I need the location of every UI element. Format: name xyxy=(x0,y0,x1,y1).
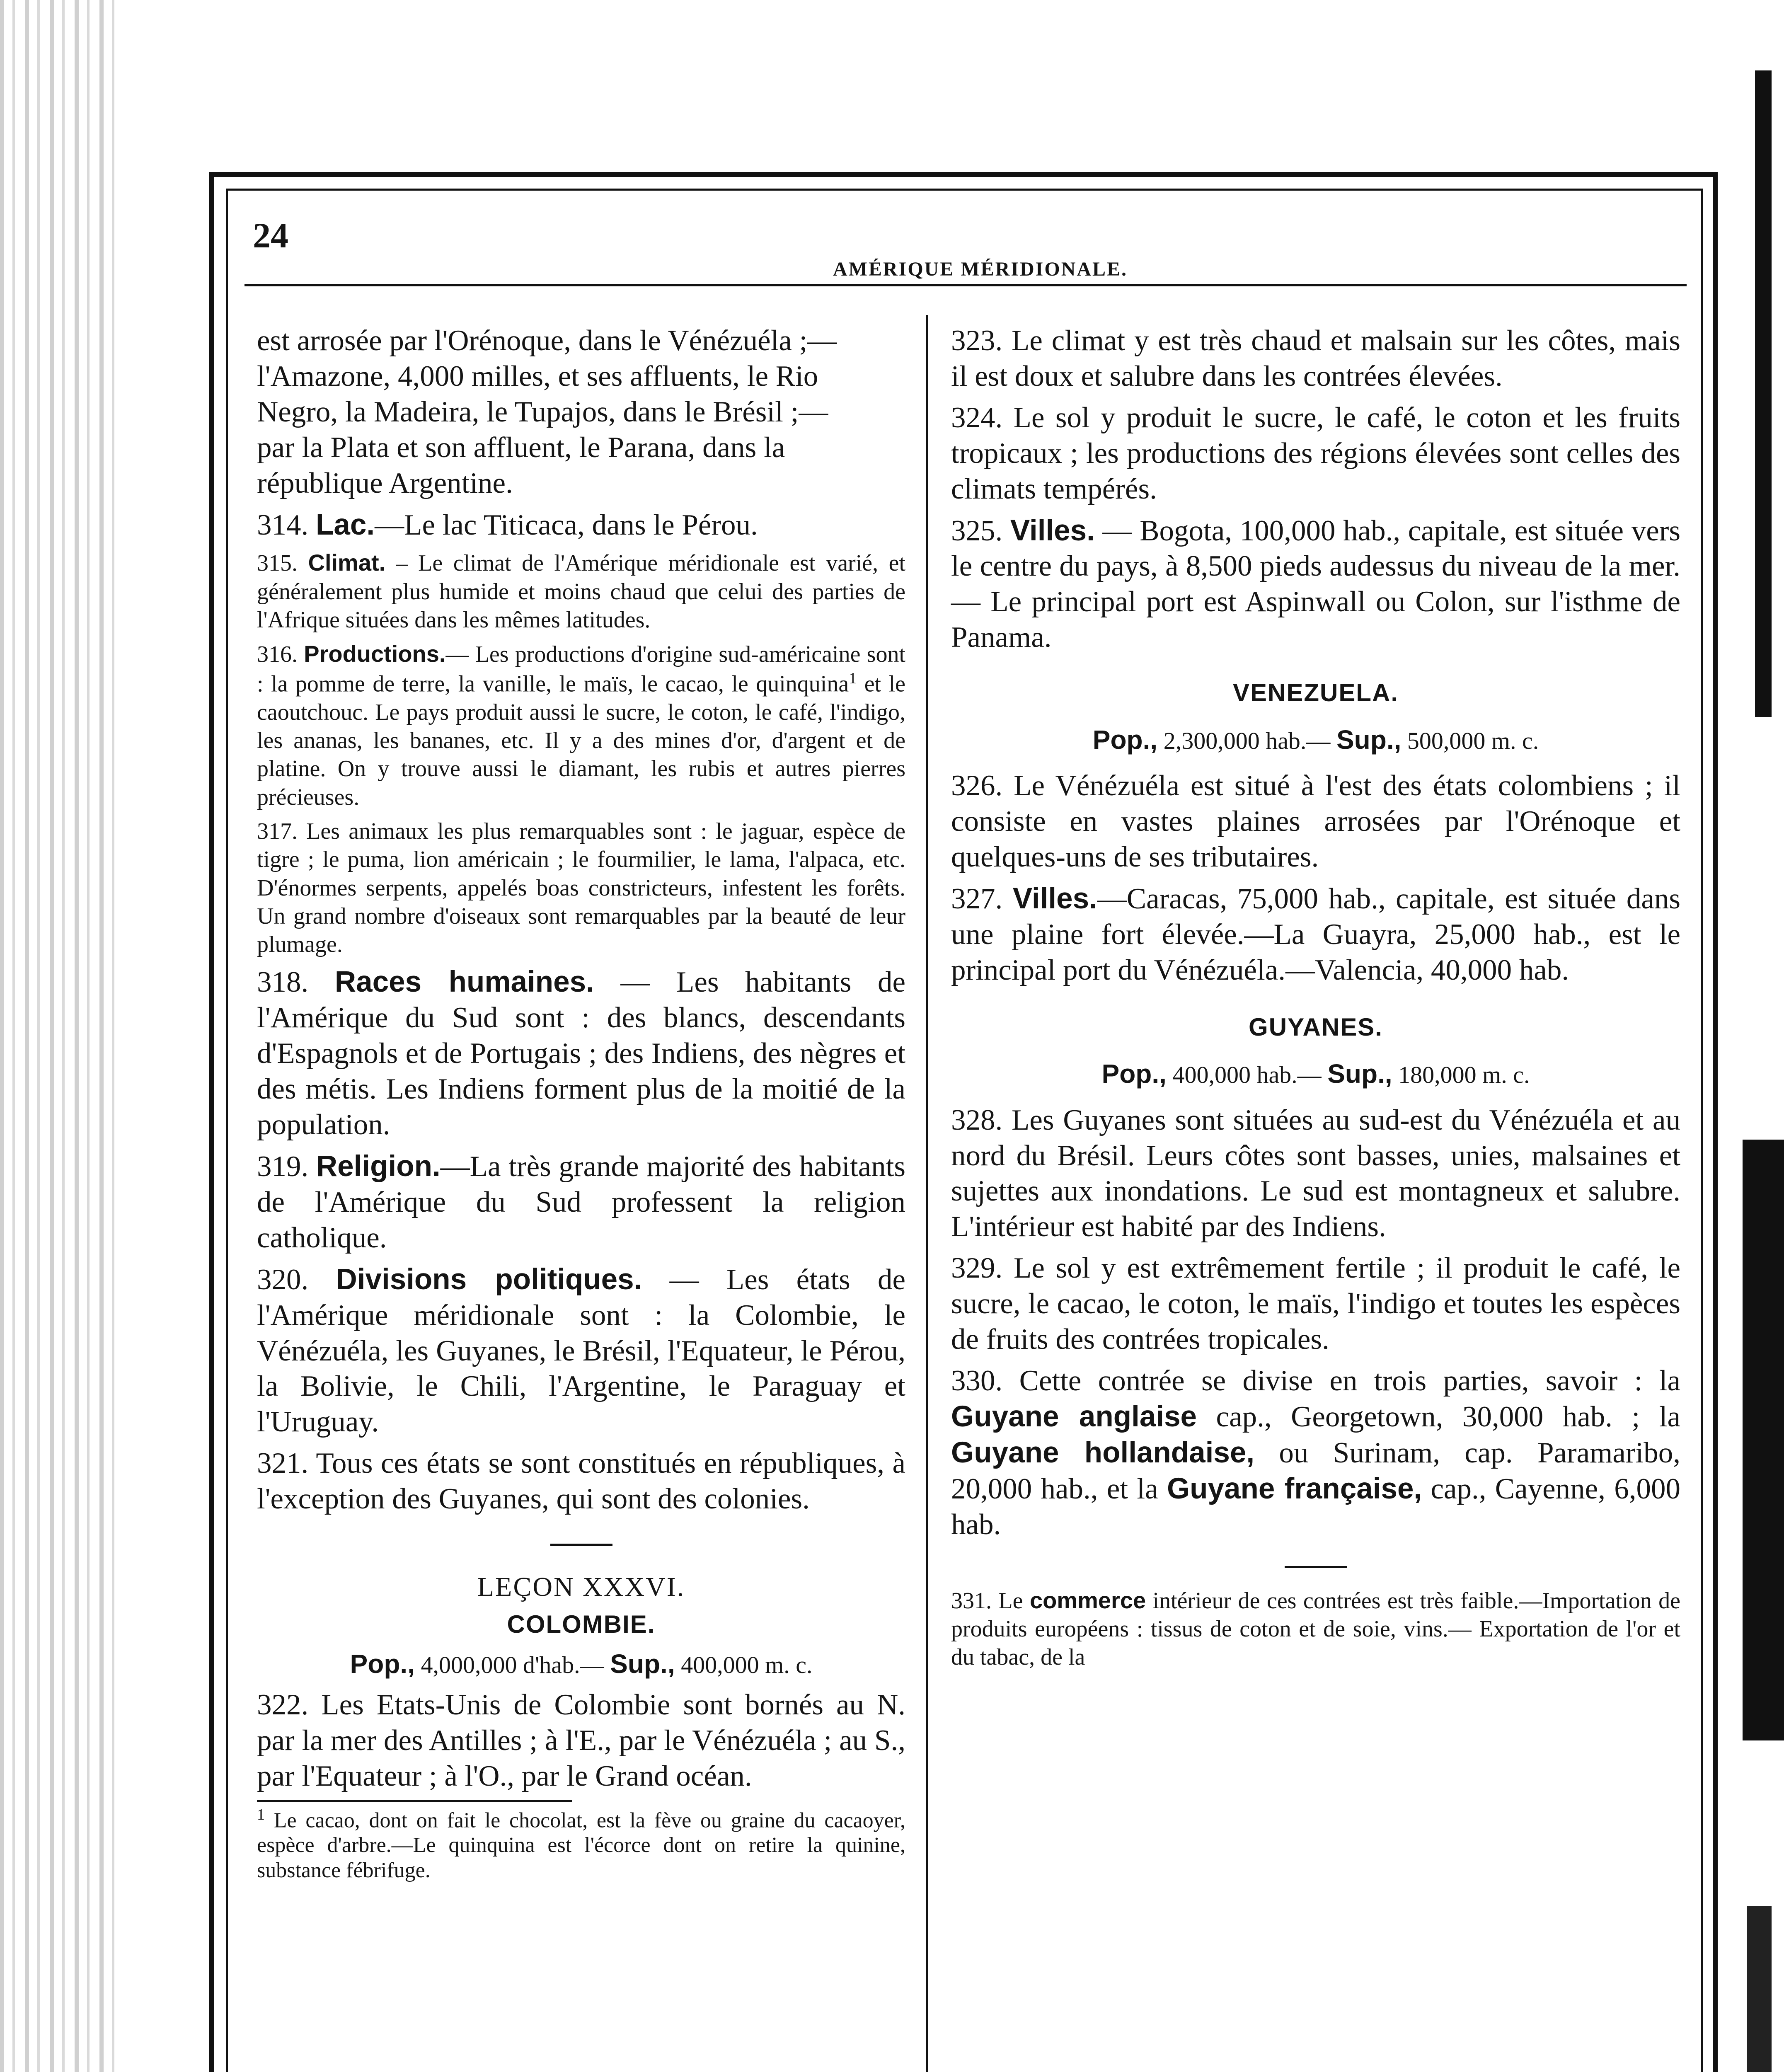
paragraph-331-text-second: intérieur de ces contrées est très faible.—Importation de produits européens : tissus de coton et de soie, vins.— Exportation de l'or et du tabac, de la xyxy=(951,1588,1680,1670)
paragraph-330-intro: Cette contrée se divise en trois parties, savoir : la xyxy=(1002,1365,1680,1397)
paragraph-324-text: Le sol y produit le sucre, le café, le coton et les fruits tropicaux ; les productions des régions élevées sont celles des climats tempérés. xyxy=(951,401,1680,505)
paragraph-321-text: Tous ces états se sont constitués en républiques, à l'exception des Guyanes, qui sont des colonies. xyxy=(257,1447,905,1515)
colombie-surface-value: 400,000 m. c. xyxy=(681,1651,813,1678)
paragraph-325 xyxy=(951,513,1680,656)
footnote-text: Le cacao, dont on fait le chocolat, est la fève ou graine du cacaoyer, espèce d'arbre.—Le quinquina est l'écorce dont on retire la quinine, substance fébrifuge. xyxy=(257,1808,905,1882)
page-header xyxy=(244,207,1687,298)
guyane-anglaise-detail: cap., Georgetown, 30,000 hab. ; la xyxy=(1197,1400,1680,1433)
paragraph-320-text: — Les états de l'Amérique méridionale sont : la Colombie, le Vénézuéla, les Guyanes, le Brésil, l'Equateur, le Pérou, la Bolivie, le Chili, l'Argentine, le Paraguay et l'Uruguay. xyxy=(257,1263,905,1438)
paragraph-320 xyxy=(257,1262,905,1440)
continued-paragraph xyxy=(257,323,905,501)
paragraph-330 xyxy=(951,1363,1680,1543)
paragraph-320-heading: Divisions politiques. xyxy=(336,1263,642,1296)
paragraph-328-number: 328. xyxy=(951,1104,1003,1136)
colombie-surface-label: Sup., xyxy=(610,1648,675,1679)
paragraph-324-number: 324. xyxy=(951,401,1003,434)
footnote-rule xyxy=(257,1800,572,1802)
paragraph-321-number: 321. xyxy=(257,1447,309,1480)
guyanes-population-label: Pop., xyxy=(1101,1059,1167,1089)
guyanes-statistics xyxy=(951,1058,1680,1090)
venezuela-population-label: Pop., xyxy=(1092,724,1158,755)
paragraph-315-heading: Climat. xyxy=(308,549,386,576)
paragraph-331-text-first: Le xyxy=(992,1588,1030,1614)
paragraph-319-text: —La très grande majorité des habitants de l'Amérique du Sud professent la religion catholique. xyxy=(257,1150,905,1254)
lesson-title: LEÇON XXXVI. xyxy=(477,1572,685,1602)
paragraph-325-heading: Villes. xyxy=(1010,514,1095,547)
paragraph-318-text: — Les habitants de l'Amérique du Sud sont : des blancs, descendants d'Espagnols et de Portugais ; des Indiens, des nègres et des métis. Les Indiens forment plus de la moitié de la population. xyxy=(257,966,905,1141)
paragraph-316-heading: Productions. xyxy=(304,641,446,667)
paragraph-317 xyxy=(257,817,905,959)
column-divider xyxy=(926,315,928,2072)
paragraph-325-number: 325. xyxy=(951,514,1003,547)
paragraph-329 xyxy=(951,1251,1680,1358)
guyanes-surface-label: Sup., xyxy=(1327,1059,1392,1089)
continued-line-1: est arrosée par l'Orénoque, dans le Vénézuéla ;— xyxy=(257,324,837,357)
footnote-marker: 1 xyxy=(257,1806,265,1823)
paragraph-321 xyxy=(257,1446,905,1517)
paragraph-319 xyxy=(257,1149,905,1256)
venezuela-surface-value: 500,000 m. c. xyxy=(1407,727,1539,754)
paragraph-315-number: 315. xyxy=(257,550,298,576)
paragraph-326-text: Le Vénézuéla est situé à l'est des états colombiens ; il consiste en vastes plaines arrosées par l'Orénoque et quelques-uns de ses tributaires. xyxy=(951,770,1680,873)
venezuela-surface-label: Sup., xyxy=(1336,724,1402,755)
paragraph-315-text: – Le climat de l'Amérique méridionale est varié, et généralement plus humide et moins chaud que celui des parties de l'Afrique situées dans les mêmes latitudes. xyxy=(257,550,906,633)
paragraph-318-heading: Races humaines. xyxy=(334,966,594,999)
paragraph-318-number: 318. xyxy=(257,966,309,999)
continued-line-2: l'Amazone, 4,000 milles, et ses affluents, le Rio xyxy=(257,360,818,392)
paragraph-322-number: 322. xyxy=(257,1688,309,1721)
paragraph-329-text: Le sol y est extrêmement fertile ; il produit le café, le sucre, le cacao, le coton, le maïs, l'indigo et toutes les espèces de fruits des contrées tropicales. xyxy=(951,1252,1680,1356)
continued-line-3: Negro, la Madeira, le Tupajos, dans le Brésil ;— xyxy=(257,395,828,428)
colombie-statistics xyxy=(257,1648,905,1680)
colombie-population-value: 4,000,000 d'hab.— xyxy=(421,1651,604,1678)
paragraph-323-number: 323. xyxy=(951,324,1003,357)
running-title: AMÉRIQUE MÉRIDIONALE. xyxy=(833,258,1128,280)
paragraph-331-commerce: commerce xyxy=(1029,1587,1146,1613)
paragraph-314-heading: Lac. xyxy=(316,508,375,541)
paragraph-317-number: 317. xyxy=(257,818,298,844)
paragraph-316-text-first: — Les productions d'origine sud-américaine sont : la pomme de terre, la vanille, le maïs, le cacao, le quinquina xyxy=(257,641,906,697)
paragraph-315 xyxy=(257,549,905,634)
guyanes-surface-value: 180,000 m. c. xyxy=(1398,1061,1530,1089)
colombie-title: COLOMBIE. xyxy=(507,1610,656,1638)
paragraph-323-text: Le climat y est très chaud et malsain sur les côtes, mais il est doux et salubre dans les contrées élevées. xyxy=(951,324,1680,392)
paragraph-324 xyxy=(951,400,1680,507)
paragraph-314-number: 314. xyxy=(257,508,309,541)
paragraph-318 xyxy=(257,964,905,1143)
paragraph-322-text: Les Etats-Unis de Colombie sont bornés au N. par la mer des Antilles ; à l'E., par le Vénézuéla ; au S., par l'Equateur ; à l'O., par le Grand océan. xyxy=(257,1688,905,1792)
guyane-hollandaise-detail: ou Surinam, cap. Paramaribo, 20,000 hab., et la xyxy=(951,1436,1681,1505)
footnote xyxy=(257,1806,905,1883)
paragraph-316 xyxy=(257,640,905,811)
footnote-reference: 1 xyxy=(849,669,857,687)
paragraph-317-text: Les animaux les plus remarquables sont : le jaguar, espèce de tigre ; le puma, lion américain ; le fourmilier, le lama, l'alpaca, etc. D'énormes serpents, appelés boas constricteurs, infestent les forêts. Un grand nombre d'oiseaux sont remarquables par la beauté de leur plumage. xyxy=(257,818,905,958)
guyanes-title: GUYANES. xyxy=(1249,1013,1383,1041)
page-number: 24 xyxy=(253,215,288,255)
left-column xyxy=(257,323,905,1883)
colombie-population-label: Pop., xyxy=(350,1648,415,1679)
scan-right-edge-bottom xyxy=(1747,1906,1772,2072)
guyanes-population-value: 400,000 hab.— xyxy=(1172,1061,1322,1089)
venezuela-title: VENEZUELA. xyxy=(1232,679,1399,707)
paragraph-316-number: 316. xyxy=(257,641,298,668)
paragraph-319-heading: Religion. xyxy=(316,1150,441,1183)
paragraph-327-number: 327. xyxy=(951,882,1003,915)
paragraph-314-text: —Le lac Titicaca, dans le Pérou. xyxy=(375,508,758,541)
guyane-hollandaise-label: Guyane hollandaise, xyxy=(951,1436,1255,1469)
paragraph-323 xyxy=(951,323,1680,395)
paragraph-327-heading: Villes. xyxy=(1012,882,1097,915)
paragraph-327-text: —Caracas, 75,000 hab., capitale, est située dans une plaine fort élevée.—La Guayra, 25,000 hab., est le principal port du Vénézuéla.—Valencia, 40,000 hab. xyxy=(951,882,1680,986)
continued-line-5: république Argentine. xyxy=(257,467,513,499)
paragraph-327 xyxy=(951,881,1680,988)
paragraph-328-text: Les Guyanes sont situées au sud-est du Vénézuéla et au nord du Brésil. Leurs côtes sont basses, unies, malsaines et sujettes aux inondations. Le sud est montagneux et salubre. L'intérieur est habité par des Indiens. xyxy=(951,1104,1680,1243)
paragraph-326 xyxy=(951,768,1680,875)
guyane-francaise-label: Guyane française, xyxy=(1167,1472,1422,1505)
paragraph-331-number: 331. xyxy=(951,1588,992,1614)
paragraph-320-number: 320. xyxy=(257,1263,309,1296)
guyane-anglaise-label: Guyane anglaise xyxy=(951,1400,1197,1433)
right-column xyxy=(951,323,1680,1677)
continued-line-4: par la Plata et son affluent, le Parana, dans la xyxy=(257,431,785,464)
scan-right-edge-top xyxy=(1755,70,1772,717)
paragraph-325-text: — Bogota, 100,000 hab., capitale, est située vers le centre du pays, à 8,500 pieds audessus du niveau de la mer.— Le principal port est Aspinwall ou Colon, sur l'isthme de Panama. xyxy=(951,514,1681,654)
venezuela-statistics xyxy=(951,724,1680,756)
paragraph-319-number: 319. xyxy=(257,1150,309,1183)
scan-left-edge xyxy=(0,0,124,2072)
paragraph-330-number: 330. xyxy=(951,1365,1003,1397)
paragraph-328 xyxy=(951,1103,1680,1245)
header-rule xyxy=(244,284,1687,286)
scan-right-edge-middle xyxy=(1743,1140,1784,1740)
paragraph-331 xyxy=(951,1586,1680,1672)
venezuela-population-value: 2,300,000 hab.— xyxy=(1163,727,1331,754)
paragraph-322 xyxy=(257,1687,905,1794)
paragraph-326-number: 326. xyxy=(951,770,1003,802)
paragraph-329-number: 329. xyxy=(951,1252,1003,1285)
paragraph-316-text-second: et le caoutchouc. Le pays produit aussi le sucre, le coton, le café, l'indigo, les ananas, les bananes, etc. Il y a des mines d'or, d'argent et de platine. On y trouve aussi le diamant, les rubis et autres pierres précieuses. xyxy=(257,671,906,810)
guyane-francaise-detail: cap., Cayenne, 6,000 hab. xyxy=(951,1472,1680,1541)
paragraph-314 xyxy=(257,507,905,543)
